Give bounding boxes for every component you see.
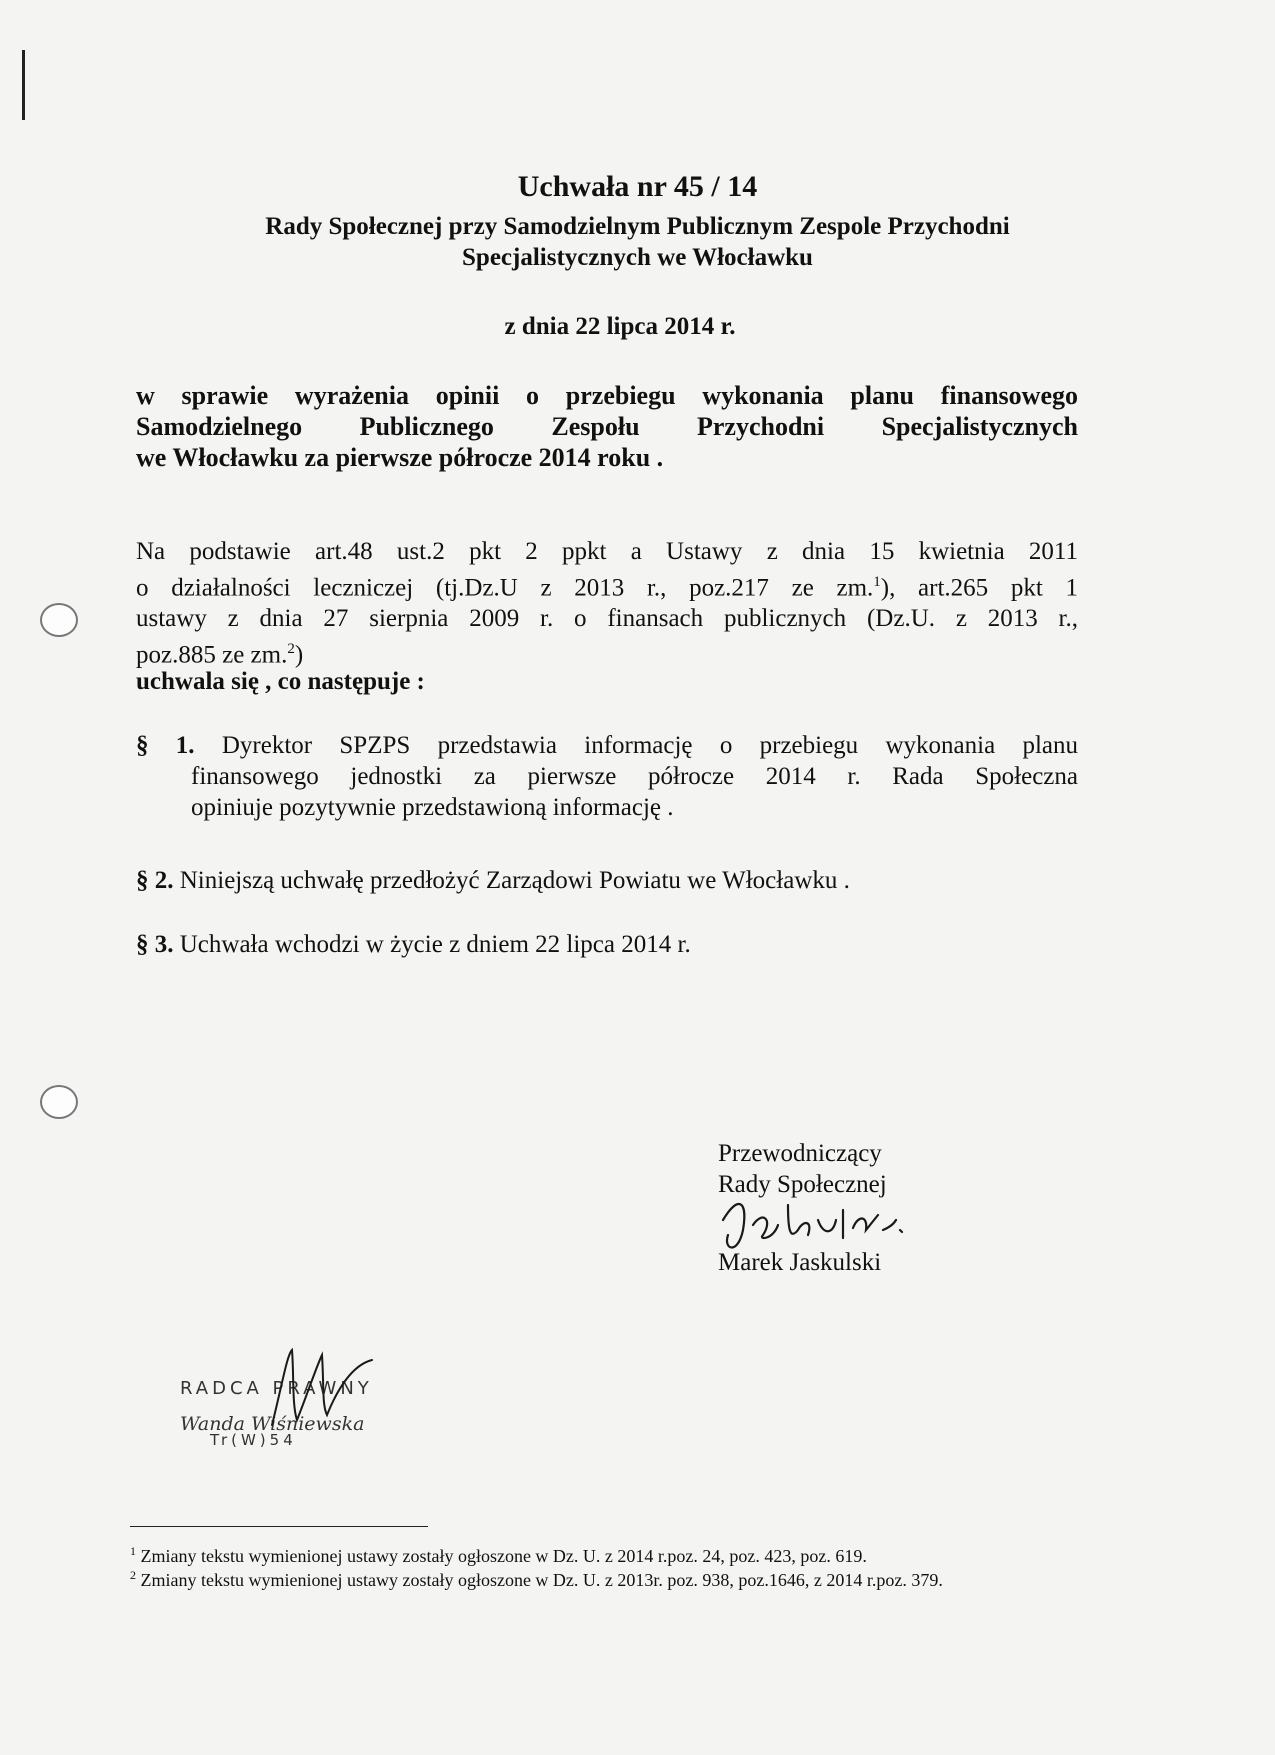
footnote-2: $^2$ Zmiany tekstu wymienionej ustawy zostały ogłoszone w Dz. U. z 2013r. poz. 938, poz.1646, z 2014 r.poz. 379.	[130, 1568, 943, 1590]
footnote-marker: 1	[130, 1544, 136, 1558]
stamp-title: RADCA PRAWNY	[180, 1378, 373, 1399]
paragraph-line: finansowego jednostki za pierwsze półrocze 2014 r. Rada Społeczna	[191, 763, 1078, 790]
basis-line: poz.885 ze zm.$^2$)	[136, 641, 304, 669]
resolves-clause: uchwala się , co następuje :	[136, 668, 425, 695]
basis-line: ustawy z dnia 27 sierpnia 2009 r. o finansach publicznych (Dz.U. z 2013 r.,	[136, 605, 1078, 633]
paragraph-2: § 2. Niniejszą uchwałę przedłożyć Zarządowi Powiatu we Włocławku .	[136, 867, 850, 894]
basis-line: Na podstawie art.48 ust.2 pkt 2 ppkt a Ustawy z dnia 15 kwietnia 2011	[136, 538, 1078, 565]
punch-hole-lower	[40, 1085, 78, 1119]
stamp-number: Tr(W)54	[210, 1431, 297, 1449]
paragraph-line: opiniuje pozytywnie przedstawioną informację .	[191, 794, 674, 821]
subject-line: Samodzielnego Publicznego Zespołu Przychodni Specjalistycznych	[136, 412, 1078, 441]
paragraph-number: § 1.	[136, 732, 195, 759]
resolution-subject	[136, 380, 1078, 473]
paragraph-number: § 2.	[136, 867, 174, 894]
footnote-rule	[130, 1526, 428, 1527]
punch-hole-upper	[40, 603, 78, 637]
stamp-signature	[262, 1345, 382, 1435]
footnote-ref: 2	[287, 641, 295, 658]
footnote-1: $^1$ Zmiany tekstu wymienionej ustawy zostały ogłoszone w Dz. U. z 2014 r.poz. 24, poz. 423, poz. 619.	[130, 1544, 867, 1566]
resolution-title: Uchwała nr 45 / 14	[517, 170, 758, 203]
footnote-marker: 2	[130, 1568, 136, 1582]
resolution-date: z dnia 22 lipca 2014 r.	[504, 313, 736, 340]
paragraph-number: § 3.	[136, 931, 174, 958]
paragraph-3: § 3. Uchwała wchodzi w życie z dniem 22 lipca 2014 r.	[136, 931, 691, 958]
paragraph-line: § 1. Dyrektor SPZPS przedstawia informację o przebiegu wykonania planu	[136, 732, 1078, 759]
paragraph-1	[136, 730, 1078, 823]
basis-line: o działalności leczniczej (tj.Dz.U z 2013 r., poz.217 ze zm.$^1$), art.265 pkt 1	[136, 574, 1078, 602]
signatory-role: Rady Społecznej	[718, 1171, 887, 1198]
footnote-ref: 1	[873, 574, 881, 590]
subject-line: w sprawie wyrażenia opinii o przebiegu wykonania planu finansowego	[136, 381, 1078, 410]
scan-edge-mark	[22, 50, 25, 120]
signatory-name: Marek Jaskulski	[718, 1249, 882, 1276]
council-line-1: Rady Społecznej przy Samodzielnym Publicznym Zespole Przychodni	[265, 213, 1010, 240]
signatory-role: Przewodniczący	[718, 1140, 882, 1167]
subject-line: we Włocławku za pierwsze półrocze 2014 roku .	[136, 443, 664, 472]
stamp-name: Wanda Wiśniewska	[180, 1413, 365, 1435]
council-line-2: Specjalistycznych we Włocławku	[462, 244, 813, 271]
legal-basis	[136, 536, 1078, 671]
